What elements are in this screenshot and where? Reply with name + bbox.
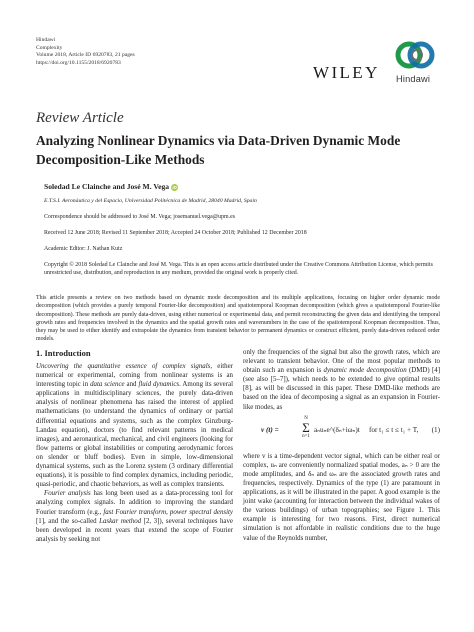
intro-paragraph-1: Uncovering the quantitative essence of complex signals, either numerical or experimental, coming from nonlinear systems is an interesting topic in data science and fluid dynamics. Among its several applications in multidisciplinary sciences, the purely data-driven analysis of nonlinear phenomena has raised the interest of applied mathematicians (to understand the dynamics of ordinary or partial differential equations and systems, such as the complex Ginzburg-Landau equation), doctors (to find relevant patterns in medical images), and aeronautical, mechanical, and civil engineers (looking for flow patterns or global instabilities or computing aerodynamic forces on slender or bluff bodies). Even in simple, low-dimensional dynamical systems, such as the Lorenz system (3 ordinary differential equations), it is possible to find complex dynamics, including periodic, quasi-periodic, and chaotic behaviors, as well as complex transients. bbox=[36, 363, 233, 489]
intro-paragraph-4: where v is a time-dependent vector signal, which can be either real or complex, uₙ are conveniently normalized spatial modes, aₙ > 0 are the mode amplitudes, and δₙ and ωₙ are the associated growth rates and frequencies, respectively. Dynamics of the type (1) are paramount in applications, as it will be illustrated in the paper. A good example is the joint wake (accounting for interaction between the individual wakes of the various buildings) of urban topographies; see Figure 1. This example is interesting for two reasons. First, direct numerical simulation is not affordable in realistic conditions due to the huge value of the Reynolds number, bbox=[243, 452, 440, 542]
journal-name: Hindawi bbox=[36, 37, 56, 43]
authors bbox=[44, 182, 178, 191]
equation-number: (1) bbox=[431, 425, 440, 434]
equation-condition: for t₁ ≤ t ≤ t₁ + T, bbox=[369, 425, 419, 434]
wiley-logo: WILEY bbox=[313, 63, 380, 82]
equation-rhs: aₙuₙe^(δₙ+iωₙ)t bbox=[314, 425, 360, 434]
copyright-notice: Copyright © 2018 Soledad Le Clainche and José M. Vega. This is an open access article distributed under the Creative Commons Attribution License, which permits unrestricted use, distribution, and reproduction in any medium, provided the original work is properly cited. bbox=[44, 262, 433, 277]
publication-dates: Received 12 June 2018; Revised 11 September 2018; Accepted 24 October 2018; Published 12 December 2018 bbox=[44, 230, 307, 236]
author-names: Soledad Le Clainche and José M. Vega bbox=[44, 182, 170, 191]
abstract: This article presents a review on two methods based on dynamic mode decomposition and its multiple applications, focusing on higher order dynamic mode decomposition (which provides a purely temporal Fourier-like decomposition) and spatiotemporal Koopman decomposition (which gives a spatiotemporal Fourier-like decomposition). These methods are purely data-driven, using either numerical or experimental data, and permit reconstructing the given data and identifying the temporal growth rates and frequencies involved in the dynamics and the spatial growth rates and wavenumbers in the case of the spatiotemporal Koopman decomposition. Thus, they may be used to either identify and extrapolate the dynamics from transient behavior to permanent dynamics or construct efficient, purely data-driven reduced order models. bbox=[36, 295, 440, 343]
academic-editor: Academic Editor: J. Nathan Kutz bbox=[44, 246, 123, 252]
hindawi-rings-icon bbox=[394, 37, 440, 73]
affiliation: E.T.S.I. Aeronáutica y del Espacio, Universidad Politécnica de Madrid, 28040 Madrid, Spain bbox=[44, 198, 257, 204]
equation-1 bbox=[243, 415, 440, 449]
hindawi-brand: Hindawi bbox=[396, 74, 431, 84]
journal-subtitle: Complexity bbox=[36, 44, 63, 51]
intro-paragraph-3: only the frequencies of the signal but also the growth rates, which are relevant to transient behavior. One of the most popular methods to obtain such an expansion is dynamic mode decomposition (DMD) [4] (see also [5–7]), which needs to be extended to give optimal results [8], as will be discussed in this paper. These DMD-like methods are based on the idea of decomposing a signal as an expansion in Fourier-like modes, as bbox=[243, 349, 440, 411]
orcid-icon[interactable]: iD bbox=[172, 185, 177, 190]
journal-meta bbox=[36, 37, 135, 67]
equation-lhs: v (t) = bbox=[261, 425, 279, 434]
section-title: 1. Introduction bbox=[36, 348, 91, 358]
summation: N Σ n=1 bbox=[302, 415, 310, 439]
intro-paragraph-2: Fourier analysis has long been used as a data-processing tool for analyzing complex signals. In addition to improving the standard Fourier transform (e.g., fast Fourier transform, power spectral density [1], and the so-called Laskar method [2, 3]), several techniques have been developed in recent years that extend the scope of Fourier analysis by seeking not bbox=[36, 490, 233, 543]
article-title: Analyzing Nonlinear Dynamics via Data-Driven Dynamic Mode Decomposition-Like Methods bbox=[36, 133, 401, 167]
volume-info: Volume 2018, Article ID 6920783, 21 pages bbox=[36, 52, 135, 59]
column-left bbox=[36, 362, 233, 544]
doi-link[interactable]: https://doi.org/10.1155/2018/6920783 bbox=[36, 59, 121, 66]
column-right bbox=[243, 348, 440, 543]
correspondence: Correspondence should be addressed to José M. Vega; josemanuel.vega@upm.es bbox=[44, 214, 235, 220]
article-type: Review Article bbox=[36, 110, 124, 126]
